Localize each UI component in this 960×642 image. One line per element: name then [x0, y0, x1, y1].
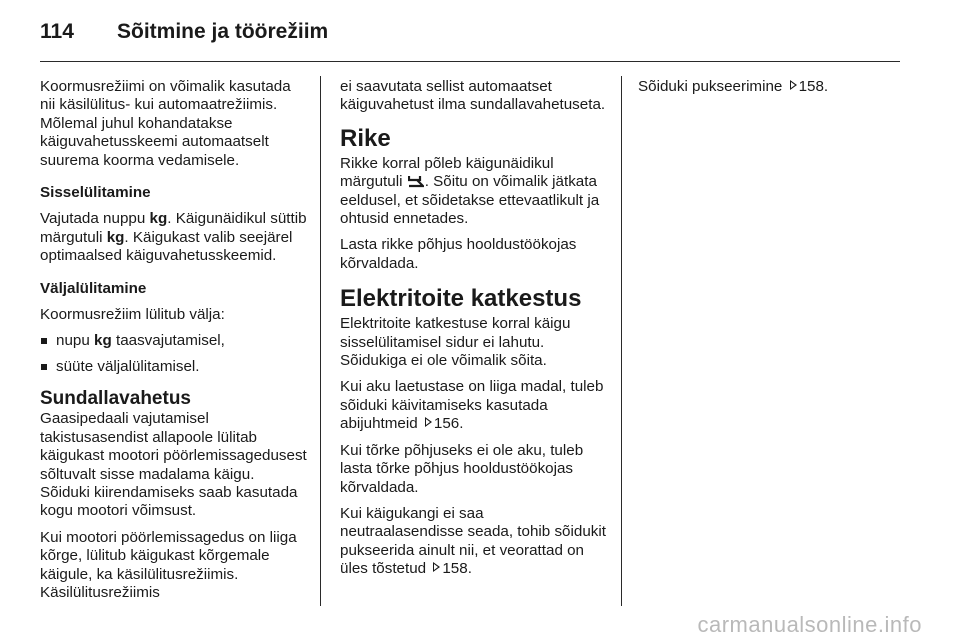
bullet-icon — [41, 364, 47, 370]
paragraph: Koormusrežiim lülitub välja: — [40, 306, 225, 324]
paragraph: Elektritoite katkestuse korral käigu sisselülitamisel sidur ei lahutu. Sõidukiga ei ole võimalik sõita. — [340, 315, 571, 370]
paragraph: Kui mootori pöörlemissagedus on liiga kõrge, lülitub käigukast kõrgemale käigule, ka käsilülitusrežiimis. Käsilülitusrežiimis — [40, 528, 297, 601]
text-run: . — [467, 560, 472, 578]
column-2 — [340, 78, 608, 579]
kg-button-label: kg — [94, 332, 112, 350]
paragraph — [340, 378, 608, 433]
paragraph — [340, 505, 608, 579]
reference-arrow-icon — [790, 80, 797, 90]
section-heading: Sundallavahetus — [40, 388, 191, 410]
paragraph — [340, 155, 608, 229]
page-reference[interactable]: 156 — [433, 415, 460, 433]
text-run: Rikke korral põleb käigunäidikul märgutuli — [340, 154, 554, 191]
page-reference[interactable]: 158 — [442, 560, 468, 578]
list-item — [40, 358, 308, 376]
bullet-icon — [41, 338, 47, 344]
text-run: . Sõitu on võimalik jätkata eeldusel, et sõidetakse ettevaatlikult ja ohtusid ennetades. — [340, 173, 600, 228]
text-run: . — [823, 78, 829, 95]
text-run: . Käigukast valib seejärel optimaalsed käiguvahetusskeemid. — [40, 228, 293, 265]
column-1 — [40, 78, 308, 602]
kg-button-label: kg — [149, 210, 168, 228]
paragraph: Gaasipedaali vajutamisel takistusasendist allapoole lülitab käigukast mootori pöörlemissagedusest sõltuvalt sisse madalama käigu. Sõiduki kiirendamiseks saab kasutada kogu mootori võimsust. — [40, 410, 307, 520]
text-run: . Käigunäidikul süttib märgutuli — [40, 210, 307, 246]
reference-arrow-icon — [433, 562, 440, 572]
page-number: 114 — [40, 20, 74, 43]
text-run: Kui aku laetustase on liiga madal, tuleb sõiduki käivitamiseks kasutada abijuhtmeid — [340, 378, 604, 433]
list-item — [40, 332, 308, 350]
section-heading: Rike — [340, 124, 391, 152]
paragraph: Kui tõrke põhjuseks ei ole aku, tuleb lasta tõrke põhjus hooldustöökojas kõrvaldada. — [340, 441, 584, 496]
transmission-fault-icon — [408, 174, 424, 188]
text-run: nupu — [56, 332, 95, 350]
page-title: Sõitmine ja töörežiim — [117, 20, 329, 43]
text-run: süüte väljalülitamisel. — [56, 357, 200, 375]
column-divider — [621, 76, 622, 606]
paragraph — [40, 210, 308, 265]
section-subheading: Sisselülitamine — [40, 184, 151, 202]
text-run: Kui käigukangi ei saa neutraalasendisse seada, tohib sõidukit pukseerida ainult nii, et veorattad on üles tõstetud — [340, 504, 606, 578]
column-divider — [320, 76, 321, 606]
reference-arrow-icon — [425, 417, 432, 427]
text-run: . — [459, 415, 464, 433]
text-run: Sõiduki pukseerimine — [638, 78, 787, 95]
text-run: Vajutada nuppu — [40, 210, 150, 228]
column-3 — [638, 78, 906, 104]
text-run: taasvajutamisel, — [111, 332, 225, 350]
header-rule — [40, 61, 900, 62]
paragraph — [638, 78, 906, 96]
section-heading: Elektritoite katkestus — [340, 285, 582, 313]
page-reference[interactable]: 158 — [798, 78, 824, 95]
section-subheading: Väljalülitamine — [40, 279, 147, 297]
watermark: carmanualsonline.info — [697, 612, 922, 637]
paragraph: ei saavutata sellist automaatset käiguvahetust ilma sundallavahetuseta. — [340, 78, 606, 114]
intro-paragraph: Koormusrežiimi on võimalik kasutada nii käsilülitus- kui automaatrežiimis. Mõlemal juhul kohandatakse käiguvahetusskeemi automaatselt suurema koorma vedamisele. — [40, 78, 291, 169]
paragraph: Lasta rikke põhjus hooldustöökojas kõrvaldada. — [340, 236, 577, 272]
kg-indicator-label: kg — [106, 228, 125, 246]
